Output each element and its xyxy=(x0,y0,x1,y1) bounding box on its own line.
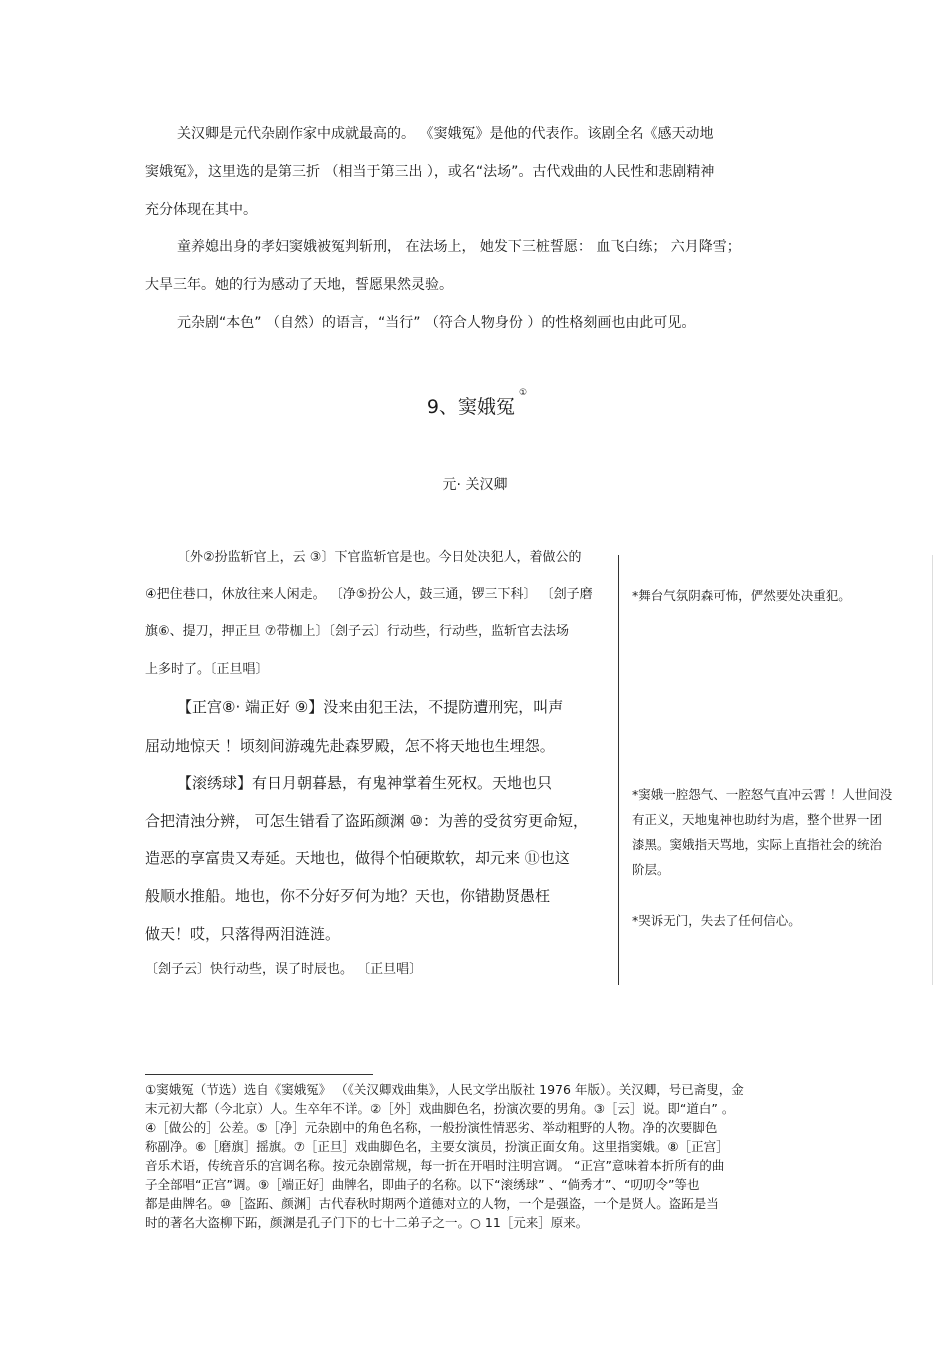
body-line-8: 合把清浊分辨， 可怎生错看了盗跖颜渊 ⑩：为善的受贫穷更命短， xyxy=(145,812,588,830)
footnote-line-2: 末元初大都（今北京）人。生卒年不详。②［外］戏曲脚色名，扮演次要的男角。③［云］说。即“道白” 。 xyxy=(145,1101,735,1116)
section-title-text: 9、窦娥冤 xyxy=(426,396,515,418)
intro-line-5: 大旱三年。她的行为感动了天地，誓愿果然灵验。 xyxy=(145,277,453,293)
side-note-2-line-3: 漆黑。窦娥指天骂地，实际上直指社会的统治 xyxy=(632,837,883,852)
footnote-line-8: 时的著名大盗柳下跖，颜渊是孔子门下的七十二弟子之一。○ 11［元来］原来。 xyxy=(145,1215,589,1230)
footnote-line-5: 音乐术语，传统音乐的宫调名称。按元杂剧常规，每一折在开唱时注明宫调。 “正宫”意味着本折所有的曲 xyxy=(145,1158,725,1173)
body-line-2: ④把住巷口，休放往来人闲走。 〔净⑤扮公人，鼓三通，锣三下科〕 〔刽子磨 xyxy=(145,587,593,602)
column-divider xyxy=(618,555,619,985)
side-note-3: *哭诉无门，失去了任何信心。 xyxy=(632,913,801,928)
footnote-line-6: 子全部唱“正宫”调。⑨［端正好］曲牌名，即曲子的名称。以下“滚绣球” 、“倘秀才”、“叨叨令”等也 xyxy=(145,1177,700,1192)
body-line-3: 旗⑥、提刀，押正旦 ⑦带枷上〕〔刽子云〕行动些，行动些，监斩官去法场 xyxy=(145,624,569,639)
intro-line-3: 充分体现在其中。 xyxy=(145,202,257,218)
body-line-11: 做天！哎，只落得两泪涟涟。 xyxy=(145,925,341,943)
footnote-line-7: 都是曲牌名。⑩［盗跖、颜渊］古代春秋时期两个道德对立的人物，一个是强盗，一个是贤人。盗跖是当 xyxy=(145,1196,719,1211)
intro-line-2: 窦娥冤》，这里选的是第三折 （相当于第三出 ），或名“法场”。古代戏曲的人民性和悲剧精神 xyxy=(145,164,715,180)
intro-line-4: 童养媳出身的孝妇窦娥被冤判斩刑， 在法场上， 她发下三桩誓愿： 血飞白练； 六月降雪； xyxy=(177,239,741,255)
intro-line-6: 元杂剧“本色” （自然）的语言，“当行” （符合人物身份 ）的性格刻画也由此可见。 xyxy=(177,315,696,331)
intro-line-1: 关汉卿是元代杂剧作家中成就最高的。 《窦娥冤》是他的代表作。该剧全名《感天动地 xyxy=(177,126,714,142)
body-line-1: 〔外②扮监斩官上，云 ③〕下官监斩官是也。今日处决犯人，着做公的 xyxy=(177,550,582,565)
footnote-line-3: ④［做公的］公差。⑤［净］元杂剧中的角色名称，一般扮演性情恶劣、举动粗野的人物。净的次要脚色 xyxy=(145,1120,718,1135)
section-title xyxy=(0,388,950,419)
body-line-7: 【滚绣球】有日月朝暮悬，有鬼神掌着生死权。天地也只 xyxy=(177,774,553,792)
side-note-2-line-1: *窦娥一腔怨气、一腔怒气直冲云霄 ！人世间没 xyxy=(632,787,893,802)
footnote-line-1: ①窦娥冤（节选）选自《窦娥冤》 （《关汉卿戏曲集》，人民文学出版社 1976 年版）。关汉卿，号已斋叟，金 xyxy=(145,1082,744,1097)
footnote-line-4: 称副净。⑥［磨旗］摇旗。⑦［正旦］戏曲脚色名，主要女演员，扮演正面女角。这里指窦娥。⑧［正宫］ xyxy=(145,1139,729,1154)
title-footnote-mark: ① xyxy=(519,388,528,398)
footnote-rule xyxy=(145,1074,373,1075)
author-line: 元· 关汉卿 xyxy=(442,477,508,493)
body-line-9: 造恶的享富贵又寿延。天地也，做得个怕硬欺软，却元来 ⑪也这 xyxy=(145,849,570,867)
right-edge-line xyxy=(932,555,933,985)
body-line-10: 般顺水推船。地也，你不分好歹何为地？天也，你错勘贤愚枉 xyxy=(145,887,551,905)
body-line-4: 上多时了。〔正旦唱〕 xyxy=(145,662,269,677)
body-line-12: 〔刽子云〕快行动些，误了时辰也。 〔正旦唱〕 xyxy=(145,962,423,977)
body-line-5: 【正宫⑧· 端正好 ⑨】没来由犯王法，不提防遭刑宪，叫声 xyxy=(177,698,564,716)
side-note-2-line-2: 有正义，天地鬼神也助纣为虐，整个世界一团 xyxy=(632,812,883,827)
body-line-6: 屈动地惊天 ！顷刻间游魂先赴森罗殿，怎不将天地也生埋怨。 xyxy=(145,737,555,755)
side-note-1: *舞台气氛阴森可怖，俨然要处决重犯。 xyxy=(632,588,851,603)
side-note-2-line-4: 阶层。 xyxy=(632,862,670,877)
